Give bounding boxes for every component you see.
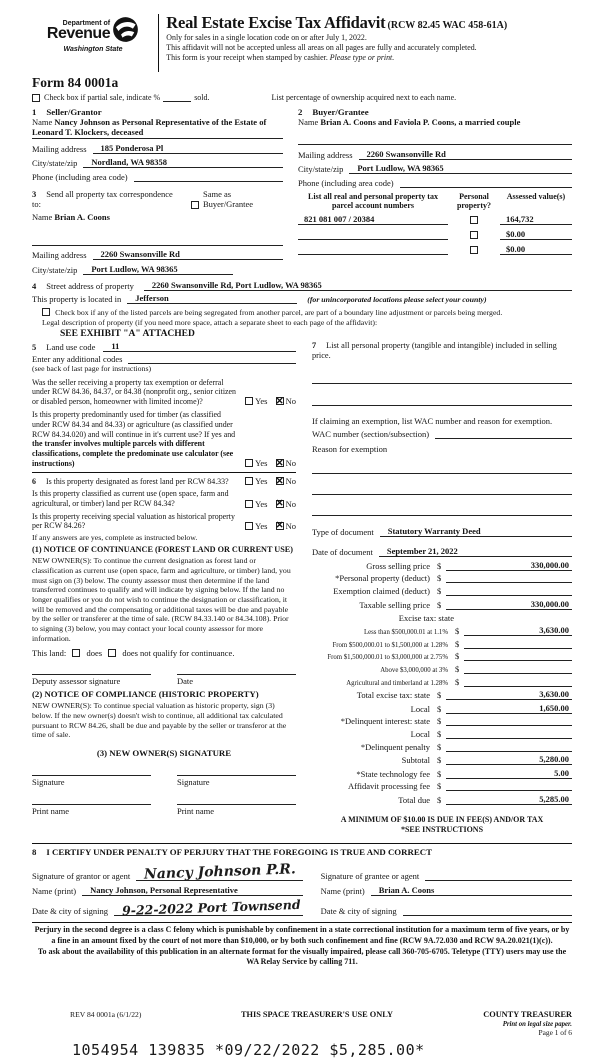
rate-amount-field[interactable] — [464, 665, 572, 674]
rate-label: From $1,500,000.01 to $3,000,000 at 2.75% — [327, 654, 448, 662]
parcel-number-field[interactable] — [298, 245, 448, 255]
dollar-sign: $ — [455, 663, 460, 674]
partial-sale-label: Check box if partial sale, indicate % — [44, 93, 161, 102]
grantor-handwritten-date: 9-22-2022 Port Townsend — [121, 897, 301, 919]
financial-amount-field[interactable] — [446, 743, 572, 752]
land-does-checkbox[interactable] — [72, 649, 80, 657]
land-qualify-row — [32, 648, 296, 658]
parcel-row — [298, 214, 572, 225]
revenue-swirl-logo-icon — [112, 16, 139, 45]
same-as-buyer-checkbox[interactable] — [191, 201, 199, 209]
q4-yes-no: Yes ✕ No — [237, 499, 296, 509]
rate-amount-field[interactable] — [464, 652, 572, 661]
does-label: does — [86, 648, 103, 659]
financial-row — [312, 742, 572, 752]
q2-no-checkbox[interactable] — [276, 459, 284, 467]
rate-amount-field[interactable] — [464, 678, 572, 687]
perjury-notice — [32, 922, 572, 968]
financial-label: Subtotal — [401, 755, 430, 766]
segregated-label: Check box if any of the listed parcels are being segregated from another parcel, are part of a boundary line adjustment or parcels being merged. — [55, 307, 503, 317]
historical-question: Is this property receiving special valuation as historical property per RCW 84.26? — [32, 511, 235, 531]
name-label: Name — [32, 117, 53, 127]
financial-rate-row — [312, 625, 572, 636]
county-treasurer-label: COUNTY TREASURER — [483, 1009, 572, 1019]
financial-row — [312, 599, 572, 610]
owner2-print-name-line[interactable]: Print name — [177, 804, 296, 816]
seller-name-field[interactable]: Name Nancy Johnson as Personal Representative of the Estate of Leonard T. Klockers, deceased — [32, 117, 283, 139]
financial-row — [312, 573, 572, 583]
dollar-sign: $ — [455, 651, 460, 662]
owner2-signature-line[interactable]: Signature — [177, 775, 296, 787]
segregated-row — [32, 307, 572, 317]
segregated-checkbox[interactable] — [42, 308, 50, 316]
tax-correspondence-name2-field[interactable] — [32, 236, 283, 246]
if-yes-note: If any answers are yes, complete as instructed below. — [32, 532, 198, 542]
section7-heading: 7 List all personal property (tangible and intangible) included in selling price. — [312, 340, 557, 360]
financial-row — [312, 716, 572, 726]
partial-sale-percent-field[interactable] — [163, 94, 191, 102]
reason-field-1[interactable] — [312, 464, 572, 474]
q2-yes-no: Yes ✕ No — [237, 458, 296, 468]
located-in-label: This property is located in — [32, 293, 122, 304]
dollar-sign: $ — [437, 741, 442, 752]
grantor-date-city-label: Date & city of signing — [32, 906, 109, 917]
grantor-signature-label: Signature of grantor or agent — [32, 871, 131, 882]
financial-bottom-rows — [312, 689, 572, 805]
financial-label: *Personal property (deduct) — [335, 573, 430, 584]
header-note-1: Only for sales in a single location code on or after July 1, 2022. — [166, 33, 367, 42]
grantee-signature-field[interactable] — [425, 864, 572, 881]
rate-label: Agricultural and timberland at 1.28% — [346, 679, 448, 687]
current-use-no-checkbox[interactable] — [276, 500, 284, 508]
correspondence-city-field[interactable]: Port Ludlow, WA 98365 — [83, 264, 233, 275]
grantor-signature-field[interactable] — [136, 861, 302, 883]
personal-property-col-header: Personal property? — [456, 191, 492, 210]
financial-row — [312, 781, 572, 791]
section1-heading: 1 Seller/Grantor — [32, 107, 102, 117]
seller-phone-label: Phone (including area code) — [32, 171, 128, 182]
grantee-name-print-field[interactable]: Brian A. Coons — [371, 885, 572, 896]
buyer-city-field[interactable]: Port Ludlow, WA 98365 — [349, 163, 572, 174]
name-label: Name — [32, 211, 53, 222]
grantor-date-city-field[interactable] — [114, 897, 303, 919]
partial-sale-suffix: sold. — [194, 93, 210, 102]
header-note-3: This form is your receipt when stamped by cashier. Please type or print. — [166, 53, 395, 63]
dollar-sign: $ — [437, 703, 442, 714]
correspondence-city-label: City/state/zip — [32, 264, 78, 275]
date-of-document-label: Date of document — [312, 547, 373, 558]
financial-label: Affidavit processing fee — [348, 781, 430, 792]
parcel-row — [298, 229, 572, 240]
financial-amount-field[interactable]: 5,280.00 — [446, 754, 572, 765]
financial-rate-row — [312, 651, 572, 661]
buyer-mailing-label: Mailing address — [298, 149, 353, 160]
section2-heading: 2 Buyer/Grantee — [298, 107, 369, 117]
financial-label: Local — [410, 703, 430, 714]
header — [32, 10, 572, 72]
footer — [32, 1010, 572, 1059]
dollar-sign: $ — [437, 794, 442, 805]
financial-row — [312, 586, 572, 596]
agency-name: Revenue — [46, 24, 111, 42]
section8-heading: 8 I CERTIFY UNDER PENALTY OF PERJURY THAT THE FOREGOING IS TRUE AND CORRECT — [32, 846, 432, 857]
dollar-sign: $ — [455, 638, 460, 649]
buyer-name-field[interactable]: Name Brian A. Coons and Faviola P. Coons, a married couple — [298, 117, 521, 127]
financial-label: Local — [410, 728, 430, 739]
financial-rate-row — [312, 677, 572, 687]
personal-property-checkbox[interactable] — [470, 246, 478, 254]
financial-amount-field[interactable]: 5,285.00 — [446, 794, 572, 805]
land-does-not-checkbox[interactable] — [108, 649, 116, 657]
rate-label: Above $3,000,000 at 3% — [380, 666, 448, 674]
additional-codes-label: Enter any additional codes — [32, 353, 123, 364]
correspondence-mailing-field[interactable]: 2260 Swansonville Rd — [93, 249, 283, 260]
tax-correspondence-name-field[interactable]: Name Brian A. Coons — [32, 211, 110, 222]
financial-label: *Delinquent penalty — [360, 741, 430, 752]
predominate-use-bold: the transfer involves multiple parcels with different classifications, complete the predominate use calculator (see instructions) — [32, 439, 234, 468]
assessed-value-field[interactable]: 164,732 — [500, 214, 572, 225]
page-number: Page 1 of 6 — [538, 1027, 572, 1037]
type-of-document-label: Type of document — [312, 527, 374, 538]
assessed-value-col-header: Assessed value(s) — [506, 191, 566, 201]
financial-rate-row — [312, 639, 572, 649]
grantee-signature-label: Signature of grantee or agent — [320, 871, 420, 882]
agency-sub-label: Washington State — [63, 46, 123, 53]
parcel-row — [298, 244, 572, 255]
county-select-note: (for unincorporated locations please select your county) — [307, 294, 487, 304]
financial-label: Total due — [398, 794, 430, 805]
exemption-deferral-question: Was the seller receiving a property tax exemption or deferral under RCW 84.36, 84.37, or 84.38 (nonprofit org., senior citizen or disabled person, homeowner with limited income)? — [32, 377, 236, 406]
financial-row — [312, 689, 572, 700]
excise-tax-state-header: Excise tax: state — [398, 612, 454, 623]
financial-label: *State technology fee — [356, 768, 430, 779]
buyer-name2-field[interactable] — [298, 135, 572, 145]
additional-codes-note: (see back of last page for instructions) — [32, 363, 152, 373]
type-of-document-field[interactable]: Statutory Warranty Deed — [380, 526, 572, 537]
financial-amount-field[interactable]: 5.00 — [446, 768, 572, 779]
financial-row — [312, 703, 572, 714]
rate-label: Less than $500,000.01 at 1.1% — [363, 629, 448, 637]
dollar-sign: $ — [437, 781, 442, 792]
timber-agriculture-question: Is this property predominantly used for timber (as classified under RCW 84.34 and 84.33) or agriculture (as classified under RCW 84.34.020) and will continue in it's current use? If yes and the transfer involves multiple parcels with different classifications, complete the predominate use calculator (see instructions) — [32, 410, 236, 468]
financial-label: *Delinquent interest: state — [340, 716, 430, 727]
title-rcw-ref: (RCW 82.45 WAC 458-61A) — [387, 20, 508, 31]
financial-rate-rows — [312, 625, 572, 686]
current-use-question: Is this property classified as current use (open space, farm and agricultural, or timber) land per RCW 84.34? — [32, 489, 229, 508]
parcel-number-field[interactable] — [298, 230, 448, 240]
page-title: Real Estate Excise Tax Affidavit (RCW 82.45 WAC 458-61A) — [166, 13, 508, 32]
financial-amount-field[interactable] — [446, 587, 572, 596]
seller-city-label: City/state/zip — [32, 158, 78, 168]
reason-field-3[interactable] — [312, 506, 572, 516]
financial-row — [312, 729, 572, 739]
continuance-body-2: NEW OWNER(S): To continue special valuation as historic property, sign (3) below. If the new owner(s) doesn't wish to continue, all additional tax calculated pursuant to RCW 84.26, shall be due and payable by the seller or transferor at the time of sale. — [32, 701, 287, 740]
ownership-note: List percentage of ownership acquired next to each name. — [271, 93, 457, 102]
q1-no-checkbox[interactable] — [276, 397, 284, 405]
owner1-signature-line[interactable]: Signature — [32, 775, 151, 787]
wac-number-field[interactable] — [435, 429, 572, 439]
continuance-title-2: (2) NOTICE OF COMPLIANCE (HISTORIC PROPERTY) — [32, 689, 259, 700]
section4-heading: 4 Street address of property — [32, 280, 134, 291]
financial-amount-field[interactable]: 330,000.00 — [446, 599, 572, 610]
personal-property-checkbox[interactable] — [470, 216, 478, 224]
personal-property-list-field-2[interactable] — [312, 396, 572, 406]
grantor-name-print-label: Name (print) — [32, 885, 77, 896]
buyer-phone-label: Phone (including area code) — [298, 177, 394, 188]
seller-mailing-label: Mailing address — [32, 143, 87, 154]
dollar-sign: $ — [437, 728, 442, 739]
treasurer-stamp: 1054954 139835 *09/22/2022 $5,285.00* — [72, 1040, 425, 1059]
legal-paper-note: Print on legal size paper. — [502, 1020, 572, 1028]
perjury-line-1: Perjury in the second degree is a class C felony which is punishable by confinement in a state correctional institution for a maximum term of five years, or by a fine in an amount fixed by the court of not more than $10,000, or by both such confinement and fine (RCW 9A.72.030 and RCW 9A.20.021(1)(c)). — [34, 925, 570, 945]
dollar-sign: $ — [455, 676, 460, 687]
dollar-sign: $ — [437, 755, 442, 766]
dollar-sign: $ — [455, 626, 460, 637]
dollar-sign: $ — [437, 573, 442, 584]
parcel-table-header — [298, 192, 572, 210]
assessed-value-field[interactable]: $0.00 — [500, 229, 572, 240]
deputy-assessor-signature-line[interactable]: Deputy assessor signature — [32, 674, 151, 686]
assessed-value-field[interactable]: $0.00 — [500, 244, 572, 255]
grantee-date-city-label: Date & city of signing — [320, 906, 397, 917]
grantee-date-city-field[interactable] — [403, 899, 572, 916]
reason-for-exemption-label: Reason for exemption — [312, 444, 388, 455]
dollar-sign: $ — [437, 599, 442, 610]
financial-label: Taxable selling price — [359, 599, 430, 610]
seller-phone-field[interactable] — [134, 172, 283, 182]
name-label: Name — [298, 117, 319, 127]
form-number: Form 84 0001a — [32, 75, 119, 90]
parcel-table — [298, 214, 572, 255]
financial-amount-field[interactable] — [446, 730, 572, 739]
parcel-col-header: List all real and personal property tax parcel account numbers — [308, 191, 438, 210]
legal-description-label: Legal description of property (if you need more space, attach a separate sheet to each page of the affidavit): — [42, 317, 378, 327]
date-of-document-field[interactable]: September 21, 2022 — [379, 546, 572, 557]
partial-sale-checkbox[interactable] — [32, 94, 40, 102]
financial-rate-row — [312, 664, 572, 674]
perjury-line-2: To ask about the availability of this publication in an alternate format for the visually impaired, please call 360-705-6705. Teletype (TTY) users may use the WA Relay Service by calling 711. — [37, 946, 567, 967]
deputy-date-line[interactable]: Date — [177, 674, 296, 686]
section5-heading: 5 Land use code — [32, 341, 96, 352]
rate-amount-field[interactable]: 3,630.00 — [464, 625, 572, 636]
seller-mailing-field[interactable]: 185 Ponderosa Pl — [93, 143, 283, 154]
new-owner-signature-title: (3) NEW OWNER(S) SIGNATURE — [96, 748, 232, 759]
exemption-note: If claiming an exemption, list WAC number and reason for exemption. — [312, 415, 553, 426]
reason-field-2[interactable] — [312, 485, 572, 495]
section3-heading: 3 Send all property tax correspondence to: — [32, 188, 173, 209]
land-use-code-field[interactable]: 11 — [103, 341, 296, 352]
minimum-fee-note: A MINIMUM OF $10.00 IS DUE IN FEE(S) AND/OR TAX *SEE INSTRUCTIONS — [340, 814, 544, 835]
type-or-print-note: Please type or print. — [329, 53, 395, 63]
same-as-buyer-label: Same as Buyer/Grantee — [202, 188, 254, 209]
seller-city-field[interactable]: Nordland, WA 98358 — [83, 157, 282, 168]
financial-amount-field[interactable] — [446, 574, 572, 583]
treasurer-use-label: THIS SPACE TREASURER'S USE ONLY — [240, 1009, 393, 1019]
grantee-name-print-label: Name (print) — [320, 885, 365, 896]
rate-amount-field[interactable] — [464, 640, 572, 649]
financial-amount-field[interactable]: 330,000.00 — [446, 560, 572, 571]
personal-property-checkbox[interactable] — [470, 231, 478, 239]
historical-yes-checkbox[interactable] — [245, 522, 253, 530]
street-address-field[interactable]: 2260 Swansonville Rd, Port Ludlow, WA 98365 — [144, 280, 572, 291]
financial-row — [312, 754, 572, 765]
dept-of-label: Department of — [62, 19, 111, 27]
financial-amount-field[interactable]: 3,630.00 — [446, 689, 572, 700]
forest-land-question: 6 Is this property designated as forest land per RCW 84.33? — [32, 476, 229, 486]
dollar-sign: $ — [437, 560, 442, 571]
dollar-sign: $ — [437, 586, 442, 596]
forest-yes-checkbox[interactable] — [245, 477, 253, 485]
grantor-handwritten-signature: Nancy Johnson P.R. — [143, 861, 297, 883]
buyer-phone-field[interactable] — [400, 178, 572, 188]
correspondence-mailing-label: Mailing address — [32, 250, 87, 260]
buyer-mailing-field[interactable]: 2260 Swansonville Rd — [359, 149, 572, 160]
additional-codes-field[interactable] — [128, 354, 296, 364]
form-revision: REV 84 0001a (6/1/22) — [70, 1009, 142, 1019]
buyer-city-label: City/state/zip — [298, 164, 344, 174]
q5-yes-no: Yes ✕ No — [237, 521, 296, 531]
header-divider — [158, 14, 159, 72]
forest-no-checkbox[interactable] — [276, 477, 284, 485]
q3-yes-no: Yes ✕ No — [237, 476, 296, 486]
dollar-sign: $ — [437, 768, 442, 779]
q1-yes-checkbox[interactable] — [245, 397, 253, 405]
parcel-number-field[interactable]: 821 081 007 / 20384 — [298, 214, 448, 225]
county-field[interactable]: Jefferson — [127, 293, 297, 304]
q2-yes-checkbox[interactable] — [245, 459, 253, 467]
legal-description-value[interactable]: SEE EXHIBIT "A" ATTACHED — [60, 328, 195, 339]
this-land-label: This land: — [32, 648, 67, 659]
rate-label: From $500,000.01 to $1,500,000 at 1.28% — [332, 641, 448, 649]
financial-amount-field[interactable] — [446, 717, 572, 726]
continuance-body-1: NEW OWNER(S): To continue the current designation as forest land or classification as current use (open space, farm and agriculture, or timber) land, you must sign on (3) below. The county assessor must then determine if the land transferred continues to qualify and will indicate by signing below. If the land no longer qualifies or you do not wish to continue the designation or classification, it will be removed and the compensating or additional taxes will be due and payable by the seller or transferer at the time of sale. (RCW 84.33.140 or 84.34.108). Prior to signing (3) below, you may contact your local county assessor for more information. — [32, 556, 291, 643]
grantor-name-print-field[interactable]: Nancy Johnson, Personal Representative — [82, 885, 302, 896]
financial-row — [312, 768, 572, 779]
financial-amount-field[interactable]: 1,650.00 — [446, 703, 572, 714]
q1-yes-no: Yes ✕ No — [237, 396, 296, 406]
dollar-sign: $ — [437, 690, 442, 701]
historical-no-checkbox[interactable] — [276, 522, 284, 530]
financial-label: Gross selling price — [366, 560, 430, 571]
financial-amount-field[interactable] — [446, 782, 572, 791]
continuance-title-1: (1) NOTICE OF CONTINUANCE (FOREST LAND OR CURRENT USE) — [32, 545, 293, 555]
financial-label: Total excise tax: state — [356, 690, 430, 701]
financial-label: Exemption claimed (deduct) — [333, 586, 430, 596]
current-use-yes-checkbox[interactable] — [245, 500, 253, 508]
personal-property-list-field-1[interactable] — [312, 374, 572, 384]
agency-logo-block — [32, 10, 154, 72]
header-note-2: This affidavit will not be accepted unless all areas on all pages are fully and accurately completed. — [166, 43, 477, 53]
financial-row — [312, 560, 572, 571]
financial-top-rows — [312, 560, 572, 610]
wac-number-label: WAC number (section/subsection) — [312, 429, 430, 440]
owner1-print-name-line[interactable]: Print name — [32, 804, 151, 816]
does-not-label: does not qualify for continuance. — [122, 648, 235, 659]
dollar-sign: $ — [437, 716, 442, 727]
financial-row — [312, 794, 572, 805]
